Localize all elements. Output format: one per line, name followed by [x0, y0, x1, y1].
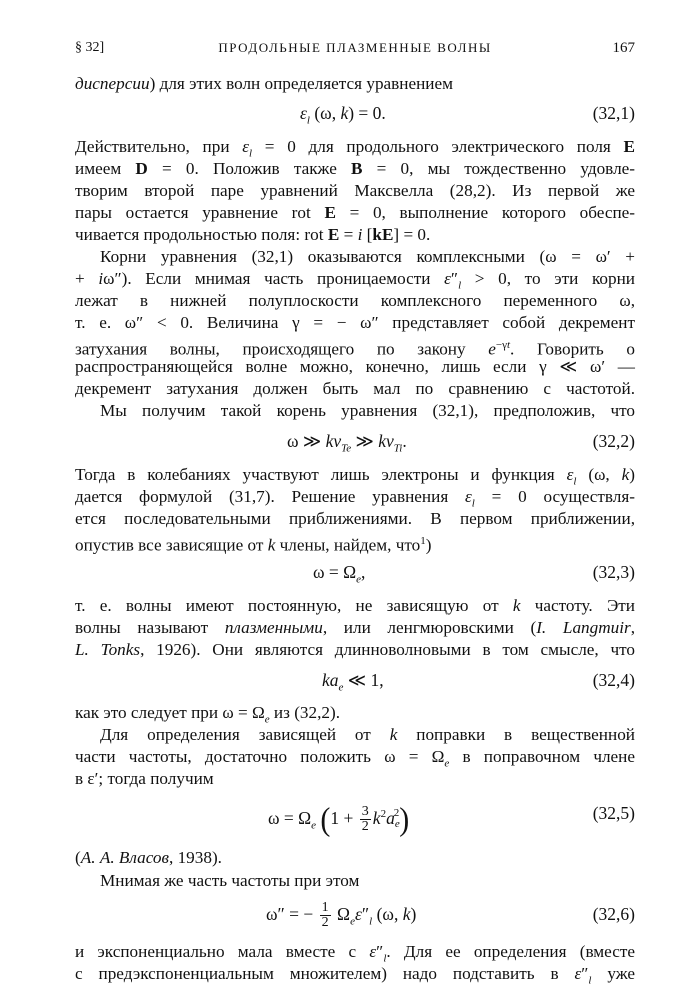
equation-32-3: $\omega = \Omega_e$, [313, 562, 366, 586]
running-title: ПРОДОЛЬНЫЕ ПЛАЗМЕННЫЕ ВОЛНЫ [218, 40, 492, 55]
text-line: т. е. волны имеют постоянную, не зависящую от k частоту. Эти [75, 596, 635, 615]
text-line: затухания волны, происходящего по закону $e^{-\gamma t}$. Говорить о [75, 339, 635, 359]
text-line: дается формулой (31,7). Решение уравнения $\varepsilon_l = 0$ осуществля- [75, 487, 635, 510]
text-line: дисперсии) для этих волн определяется уравнением [75, 74, 454, 93]
text-line: и экспоненциально мала вместе с $\varepsilon''_l$. Для ее определения (вместе [75, 942, 635, 965]
text-line: с предэкспоненциальным множителем) надо подставить в $\varepsilon''_l$ уже [75, 964, 635, 987]
equation-number: (32,4) [592, 670, 635, 690]
equation-number: (32,3) [592, 562, 635, 582]
equation-32-2: ω ≫ $kv_{Te}$ ≫ $kv_{Ti}$. [287, 431, 407, 455]
text-line: т. е. ω″ < 0. Величина γ = − ω″ представляет собой декремент [75, 313, 635, 332]
text-line: Действительно, при $\varepsilon_l = 0$ для продольного электрического поля E [75, 137, 635, 160]
fraction: $\frac{3}{2}$ [361, 804, 369, 835]
running-header [75, 40, 635, 60]
text-line: (А. А. Власов, 1938). [75, 848, 222, 867]
text-line: части частоты, достаточно положить $\omega = \Omega_e$ в поправочном члене [75, 747, 635, 770]
equation-number: (32,2) [592, 431, 635, 451]
fraction: $\frac{1}{2}$ [321, 900, 329, 931]
equation-number: (32,5) [592, 803, 635, 823]
text-line: Мнимая же часть частоты при этом [100, 871, 360, 890]
equation-32-5: $\omega = \Omega_e$ (1 + $\frac{3}{2}$ $k^2ae^2$) [268, 801, 410, 838]
text-line: + iω″). Если мнимая часть проницаемости $\varepsilon''_l > 0$, то эти корни [75, 269, 636, 292]
section-marker: § 32] [75, 40, 105, 55]
text-line: Корни уравнения (32,1) оказываются комплексными (ω = ω′ + [100, 247, 635, 266]
text-line: Тогда в колебаниях участвуют лишь электроны и функция $\varepsilon_l$ (ω, k) [75, 465, 635, 488]
text-line: ется последовательными приближениями. В первом приближении, [75, 509, 635, 528]
equation-32-1: $\varepsilon_l$ (ω, k) = 0. [300, 103, 386, 127]
text-line: пары остается уравнение rot E = 0, выполнение которого обеспе- [75, 203, 635, 222]
equation-number: (32,6) [592, 904, 635, 924]
text-line: имеем D = 0. Положив также B = 0, мы тождественно удовле- [75, 159, 635, 178]
equation-32-4: $ka_e$ ≪ 1, [322, 670, 384, 694]
equation-32-6: ω″ = − $\frac{1}{2}$ $\Omega_e\varepsilon''_l$ (ω, k) [266, 900, 417, 931]
text-line: как это следует при $\omega = \Omega_e$ из (32,2). [75, 703, 341, 726]
text-line: в ε′; тогда получим [75, 769, 214, 788]
text-line: декремент затухания должен быть мал по сравнению с частотой. [75, 379, 635, 398]
text-line: волны называют плазменными, или ленгмюровскими (I. Langmuir, [75, 618, 635, 637]
equation-number: (32,1) [592, 103, 635, 123]
text-line: лежат в нижней полуплоскости комплексного переменного ω, [75, 291, 635, 310]
text-line: опустив все зависящие от k члены, найдем, что$^1$) [75, 535, 432, 555]
text-line: творим второй паре уравнений Максвелла (28,2). Из первой же [75, 181, 635, 200]
text-line: L. Tonks, 1926). Они являются длинноволновыми в том смысле, что [75, 640, 635, 659]
text-line: Мы получим такой корень уравнения (32,1), предположив, что [100, 401, 635, 420]
text-line: Для определения зависящей от k поправки в вещественной [100, 725, 635, 744]
page-number: 167 [612, 40, 635, 56]
text-line: распространяющейся волне можно, конечно, лишь если γ ≪ ω′ — [75, 357, 635, 376]
text-line: чивается продольностью поля: rot E = i [kE] = 0. [75, 225, 431, 244]
